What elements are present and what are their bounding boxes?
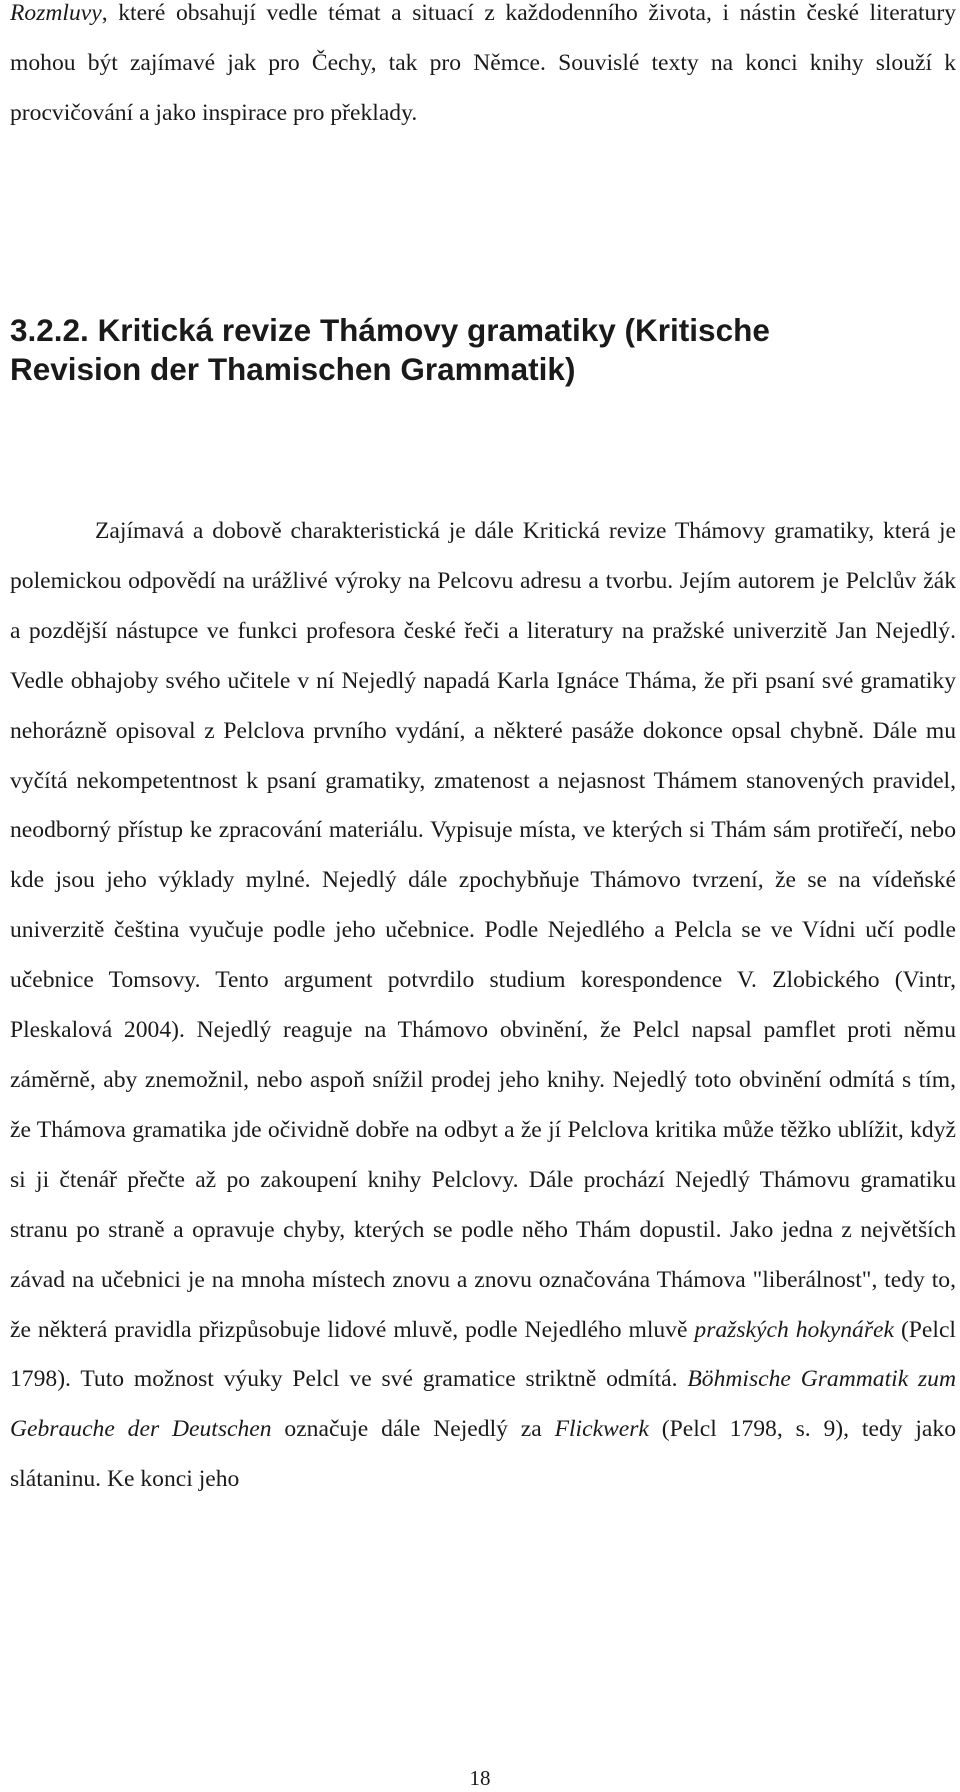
body-paragraph — [10, 507, 956, 1505]
body-italic-phrase-1: pražských hokynářek — [694, 1316, 894, 1343]
intro-text: , které obsahují vedle témat a situací z každodenního života, i nástin české literatury mohou být zajímavé jak pro Čechy, tak pro Němce. Souvislé texty na konci knihy slouží k procvičování a jako inspirace pro překlady. — [10, 0, 956, 126]
body-text-part-3: označuje dále Nejedlý za — [271, 1416, 555, 1443]
body-text-part-1: Zajímavá a dobově charakteristická je dále Kritická revize Thámovy gramatiky, která je polemickou odpovědí na urážlivé výroky na Pelcovu adresu a tvorbu. Jejím autorem je Pelclův žák a pozdější nástupce ve funkci profesora české řeči a literatury na pražské univerzitě Jan Nejedlý. Vedle obhajoby svého učitele v ní Nejedlý napadá Karla Ignáce Tháma, že při psaní své gramatiky nehorázně opisoval z Pelclova prvního vydání, a některé pasáže dokonce opsal chybně. Dále mu vyčítá nekompetentnost k psaní gramatiky, zmatenost a nejasnost Thámem stanovených pravidel, neodborný přístup ke zpracování materiálu. Vypisuje místa, ve kterých si Thám sám protiřečí, nebo kde jsou jeho výklady mylné. Nejedlý dále zpochybňuje Thámovo tvrzení, že se na vídeňské univerzitě čeština vyučuje podle jeho učebnice. Podle Nejedlého a Pelcla se ve Vídni učí podle učebnice Tomsovy. Tento argument potvrdilo studium korespondence V. Zlobického (Vintr, Pleskalová 2004). Nejedlý reaguje na Thámovo obvinění, že Pelcl napsal pamflet proti němu záměrně, aby znemožnil, nebo aspoň snížil prodej jeho knihy. Nejedlý toto obvinění odmítá s tím, že Thámova gramatika jde očividně dobře na odbyt a že jí Pelclova kritika může těžko ublížit, když si ji čtenář přečte až po zakoupení knihy Pelclovy. Dále prochází Nejedlý Thámovu gramatiku stranu po straně a opravuje chyby, kterých se podle něho Thám dopustil. Jako jedna z největších závad na učebnici je na mnoha místech znovu a znovu označována Thámova "liberálnost", tedy to, že některá pravidla přizpůsobuje lidové mluvě, podle Nejedlého mluvě — [10, 518, 956, 1343]
body-text-part-4: (Pelcl 1798, s. 9), tedy jako slátaninu. Ke konci jeho — [10, 1416, 957, 1493]
page-number: 18 — [469, 1766, 491, 1790]
body-italic-book-title: Böhmische Grammatik zum Gebrauche der Deutschen — [10, 1366, 957, 1443]
intro-italic-title: Rozmluvy — [10, 0, 102, 26]
section-heading-line-2: Revision der Thamischen Grammatik) — [10, 351, 576, 387]
body-italic-term: Flickwerk — [554, 1416, 649, 1443]
section-heading-line-1: 3.2.2. Kritická revize Thámovy gramatiky (Kritische — [10, 312, 770, 348]
body-text-part-2: (Pelcl 1798). Tuto možnost výuky Pelcl ve své gramatice striktně odmítá. — [10, 1316, 956, 1393]
section-heading — [10, 311, 956, 389]
intro-paragraph — [10, 0, 956, 139]
